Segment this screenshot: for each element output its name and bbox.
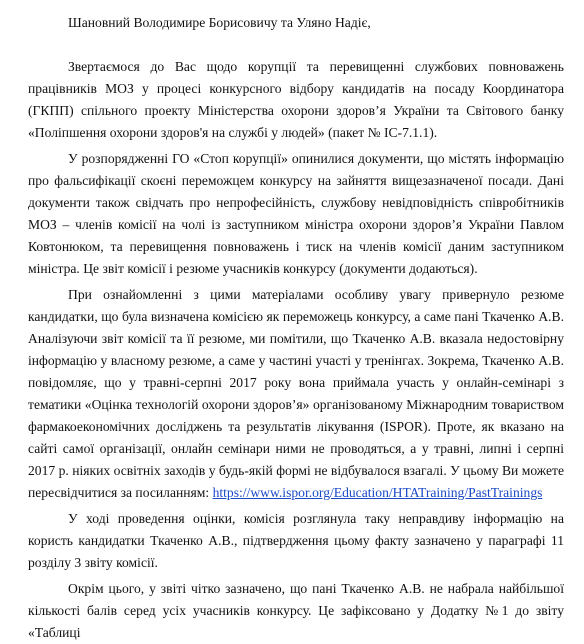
- paragraph-resume-analysis-text: При ознайомленні з цими матеріалами особливу увагу привернуло резюме кандидатки, що була визначена комісією як переможець конкурсу, а саме пані Ткаченко А.В. Аналізуючи звіт комісії та її резюме, ми помітили, що Ткаченко А.В. вказала недостовірну інформацію у власному резюме, а саме у частині участі у тренінгах. Зокрема, Ткаченко А.В. повідомляє, що у травні-серпні 2017 року вона приймала участь у онлайн-семінарі з тематики «Оцінка технологій охорони здоров’я» організованому Міжнародним товариством фармакоекономічних досліджень та результатів лікування (ISPOR). Проте, як вказано на сайті самої організації, онлайн семінари ними не проводяться, а у травні, липні і серпні 2017 р. ніяких освітніх заходів у будь-якій формі не відбувалося взагалі. У цьому Ви можете пересвідчитися за посиланням:: [28, 287, 564, 500]
- letter-greeting: Шановний Володимире Борисовичу та Уляно Надіє,: [68, 15, 371, 30]
- paragraph-resume-analysis: [28, 284, 564, 504]
- ispor-trainings-link[interactable]: https://www.ispor.org/Education/HTATraining/PastTrainings: [212, 485, 543, 500]
- paragraph-request: Звертаємося до Вас щодо корупції та перевищенні службових повноважень працівників МОЗ у процесі конкурсного відбору кандидатів на посаду Координатора (ГКПП) спільного проекту Міністерства охорони здоров’я України та Світового банку «Поліпшення охорони здоров'я на службі у людей» (пакет № ІС-7.1.1).: [28, 59, 564, 140]
- spacer: [28, 34, 564, 56]
- paragraph-commission-review: У ході проведення оцінки, комісія розглянула таку неправдиву інформацію на користь кандидатки Ткаченко А.В., підтвердження цьому факту зазначено у параграфі 11 розділу 3 звіту комісії.: [28, 511, 564, 570]
- paragraph-documents: У розпорядженні ГО «Стоп корупції» опинилися документи, що містять інформацію про фальсифікації скоєні переможцем конкурсу на зайняття вищезазначеної посади. Дані документи також свідчать про непрофесійність, службову невідповідність співробітників МОЗ – членів комісії на чолі із заступником міністра охорони здоров’я України Павлом Ковтонюком, та перевищення повноважень і тиск на членів комісії даним заступником міністра. Це звіт комісії і резюме учасників конкурсу (документи додаються).: [28, 151, 564, 276]
- paragraph-scores: Окрім цього, у звіті чітко зазначено, що пані Ткаченко А.В. не набрала найбільшої кількості балів серед усіх учасників конкурсу. Це зафіксовано у Додатку №1 до звіту «Таблиці: [28, 581, 564, 640]
